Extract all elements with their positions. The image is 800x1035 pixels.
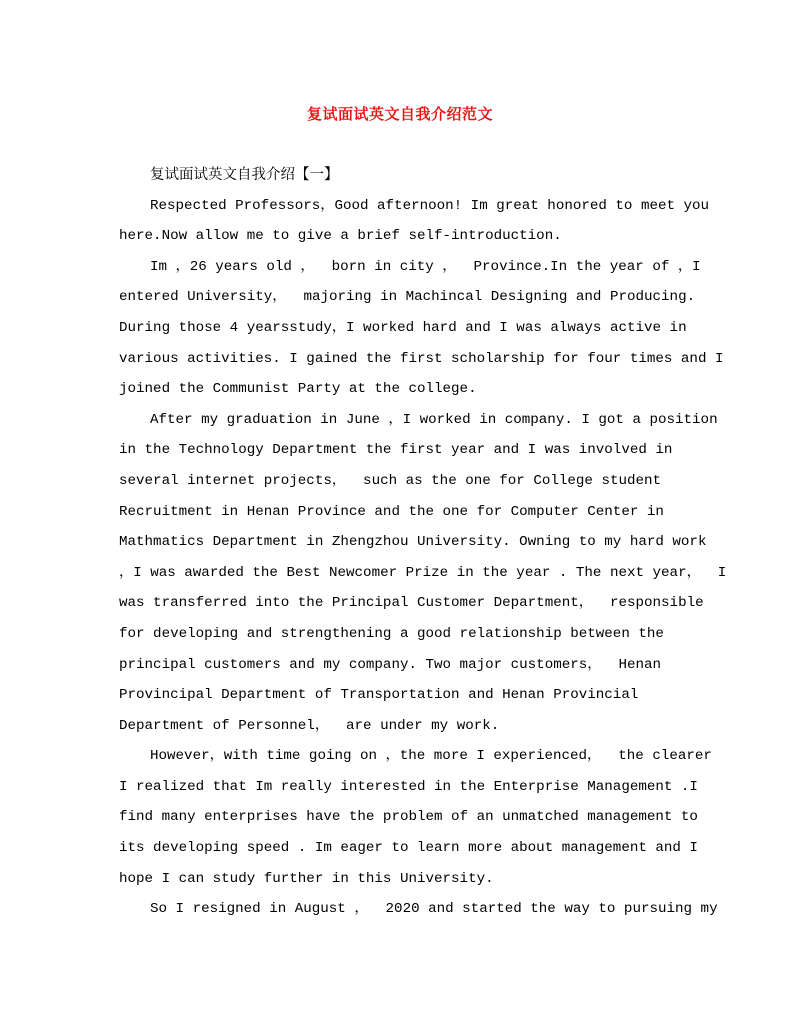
paragraph-line: in the Technology Department the first year and I was involved in: [119, 442, 673, 459]
paragraph-line: However，with time going on ，the more I experienced， the clearer: [150, 748, 712, 765]
paragraph-line: Provincipal Department of Transportation and Henan Provincial: [119, 687, 639, 704]
paragraph-line: Recruitment in Henan Province and the one for Computer Center in: [119, 503, 664, 520]
paragraph-line: joined the Communist Party at the college.: [119, 381, 477, 398]
paragraph-line: find many enterprises have the problem of an unmatched management to: [119, 809, 698, 826]
paragraph-line: several internet projects， such as the one for College student: [119, 472, 662, 489]
section-heading: 复试面试英文自我介绍【一】: [150, 167, 339, 183]
paragraph-line: During those 4 yearsstudy，I worked hard and I was always active in: [119, 319, 687, 336]
paragraph-line: So I resigned in August ， 2020 and started the way to pursuing my: [150, 901, 718, 918]
paragraph-line: hope I can study further in this University.: [119, 870, 494, 887]
document-title: 复试面试英文自我介绍范文: [306, 105, 493, 123]
paragraph-line: various activities. I gained the first scholarship for four times and I: [119, 350, 724, 367]
paragraph-line: Respected Professors，Good afternoon! Im great honored to meet you: [150, 197, 710, 214]
paragraph-line: principal customers and my company. Two major customers， Henan: [119, 656, 662, 673]
paragraph-line: I realized that Im really interested in the Enterprise Management .I: [119, 778, 698, 795]
paragraph-line: was transferred into the Principal Customer Department， responsible: [119, 595, 704, 612]
paragraph-line: for developing and strengthening a good relationship between the: [119, 625, 664, 642]
paragraph-line: Department of Personnel， are under my work.: [119, 717, 500, 734]
paragraph-line: Mathmatics Department in Zhengzhou University. Owning to my hard work: [119, 534, 707, 551]
paragraph-line: here.Now allow me to give a brief self-introduction.: [119, 228, 562, 245]
paragraph-line: After my graduation in June ，I worked in company. I got a position: [150, 411, 718, 428]
paragraph-line: its developing speed . Im eager to learn more about management and I: [119, 840, 698, 857]
paragraph-line: Im ，26 years old ， born in city ， Province.In the year of ，I: [150, 258, 701, 275]
document-body: [119, 160, 727, 925]
paragraph-line: ，I was awarded the Best Newcomer Prize in the year . The next year， I: [119, 564, 727, 581]
paragraph-line: entered University， majoring in Machincal Designing and Producing.: [119, 289, 696, 306]
